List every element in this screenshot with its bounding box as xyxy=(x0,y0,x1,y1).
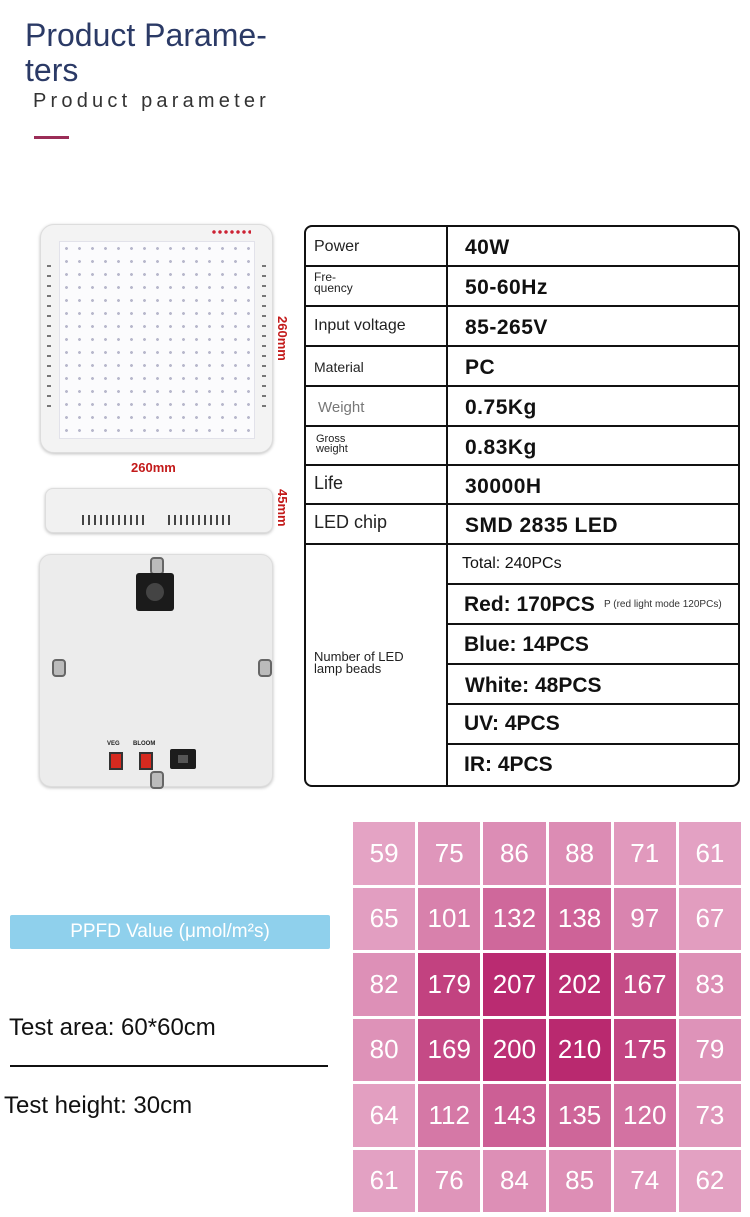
bloom-switch xyxy=(139,752,153,770)
ppfd-cell: 97 xyxy=(614,888,676,951)
ppfd-cell: 80 xyxy=(353,1019,415,1082)
spec-row-power xyxy=(306,227,738,267)
spec-row-material xyxy=(306,347,738,387)
ppfd-cell: 83 xyxy=(679,953,741,1016)
spec-row-voltage xyxy=(306,307,738,347)
ppfd-cell: 86 xyxy=(483,822,545,885)
spec-value: 40W xyxy=(465,236,510,259)
spec-value: SMD 2835 LED xyxy=(465,514,619,537)
spec-row-weight xyxy=(306,387,738,427)
spec-value: 0.83Kg xyxy=(465,436,537,459)
led-ir: IR: 4PCS xyxy=(464,753,553,776)
dimension-height: 260mm xyxy=(275,316,290,361)
bloom-label: BLOOM xyxy=(133,741,156,747)
vent-right xyxy=(262,265,266,415)
spec-row-frequency xyxy=(306,267,738,307)
spec-row-life xyxy=(306,466,738,505)
led-total-row xyxy=(448,545,738,585)
divider-line xyxy=(10,1065,328,1067)
ppfd-cell: 207 xyxy=(483,953,545,1016)
ppfd-cell: 71 xyxy=(614,822,676,885)
ppfd-cell: 112 xyxy=(418,1084,480,1147)
ac-socket xyxy=(136,573,174,611)
ppfd-cell: 64 xyxy=(353,1084,415,1147)
spec-row-led-chip xyxy=(306,505,738,545)
ppfd-cell: 62 xyxy=(679,1150,741,1213)
led-white-row xyxy=(448,665,738,705)
ppfd-cell: 67 xyxy=(679,888,741,951)
ppfd-cell: 82 xyxy=(353,953,415,1016)
page-title: Product Parame- ters xyxy=(25,17,267,88)
side-vent xyxy=(82,515,146,525)
ppfd-cell: 167 xyxy=(614,953,676,1016)
spec-label: LED chip xyxy=(314,512,388,532)
ppfd-cell: 143 xyxy=(483,1084,545,1147)
led-blue: Blue: 14PCS xyxy=(464,633,589,656)
red-led-strip xyxy=(211,229,251,235)
spec-label: Material xyxy=(314,359,364,375)
spec-label: Input voltage xyxy=(314,317,406,334)
veg-switch xyxy=(109,752,123,770)
led-beads-label: Number of LED lamp beads xyxy=(314,649,404,676)
ppfd-cell: 135 xyxy=(549,1084,611,1147)
ppfd-cell: 138 xyxy=(549,888,611,951)
ppfd-cell: 120 xyxy=(614,1084,676,1147)
vent-left xyxy=(47,265,51,415)
ppfd-cell: 169 xyxy=(418,1019,480,1082)
led-red-note: P (red light mode 120PCs) xyxy=(604,599,722,610)
led-uv: UV: 4PCS xyxy=(464,712,560,735)
led-blue-row xyxy=(448,625,738,665)
ppfd-cell: 132 xyxy=(483,888,545,951)
led-white: White: 48PCS xyxy=(465,674,602,697)
ppfd-cell: 101 xyxy=(418,888,480,951)
ppfd-cell: 76 xyxy=(418,1150,480,1213)
spec-value: PC xyxy=(465,356,496,379)
spec-label: Gross weight xyxy=(316,433,348,455)
ppfd-cell: 88 xyxy=(549,822,611,885)
ppfd-cell: 75 xyxy=(418,822,480,885)
led-ir-row xyxy=(448,745,738,783)
spec-value: 50-60Hz xyxy=(465,276,548,299)
ppfd-heatmap xyxy=(353,822,741,1212)
ppfd-cell: 202 xyxy=(549,953,611,1016)
hanger-hook xyxy=(150,771,164,789)
ppfd-cell: 210 xyxy=(549,1019,611,1082)
product-back-image xyxy=(39,554,273,787)
veg-label: VEG xyxy=(107,741,120,747)
ppfd-cell: 200 xyxy=(483,1019,545,1082)
ppfd-cell: 73 xyxy=(679,1084,741,1147)
led-red-row xyxy=(448,585,738,625)
spec-value: 0.75Kg xyxy=(465,396,537,419)
spec-label: Weight xyxy=(318,399,365,416)
product-front-image xyxy=(40,224,273,453)
led-uv-row xyxy=(448,705,738,745)
test-area-text: Test area: 60*60cm xyxy=(9,1014,216,1041)
spec-value: 85-265V xyxy=(465,316,548,339)
hanger-hook xyxy=(52,659,66,677)
side-vent xyxy=(168,515,232,525)
power-inlet xyxy=(170,749,196,769)
page-subtitle: Product parameter xyxy=(33,90,271,112)
ppfd-cell: 79 xyxy=(679,1019,741,1082)
spec-label: Power xyxy=(314,238,360,255)
hanger-hook xyxy=(258,659,272,677)
ppfd-cell: 84 xyxy=(483,1150,545,1213)
spec-table xyxy=(304,225,740,787)
product-side-image xyxy=(45,488,273,533)
spec-value: 30000H xyxy=(465,475,542,498)
ppfd-cell: 175 xyxy=(614,1019,676,1082)
ppfd-cell: 61 xyxy=(679,822,741,885)
led-total: Total: 240PCs xyxy=(462,555,562,572)
ppfd-cell: 59 xyxy=(353,822,415,885)
spec-row-gross-weight xyxy=(306,427,738,466)
ppfd-cell: 65 xyxy=(353,888,415,951)
test-height-text: Test height: 30cm xyxy=(4,1092,193,1119)
led-grid xyxy=(59,241,255,439)
dimension-depth: 45mm xyxy=(275,489,290,527)
ppfd-title-bar: PPFD Value (μmol/m²s) xyxy=(10,915,330,949)
dimension-width: 260mm xyxy=(131,460,176,475)
accent-underline xyxy=(34,136,69,139)
spec-label: Fre- quency xyxy=(314,270,353,295)
ppfd-cell: 61 xyxy=(353,1150,415,1213)
led-red: Red: 170PCS xyxy=(464,593,595,616)
spec-label: Life xyxy=(314,473,344,493)
ppfd-cell: 74 xyxy=(614,1150,676,1213)
ppfd-cell: 179 xyxy=(418,953,480,1016)
ppfd-cell: 85 xyxy=(549,1150,611,1213)
